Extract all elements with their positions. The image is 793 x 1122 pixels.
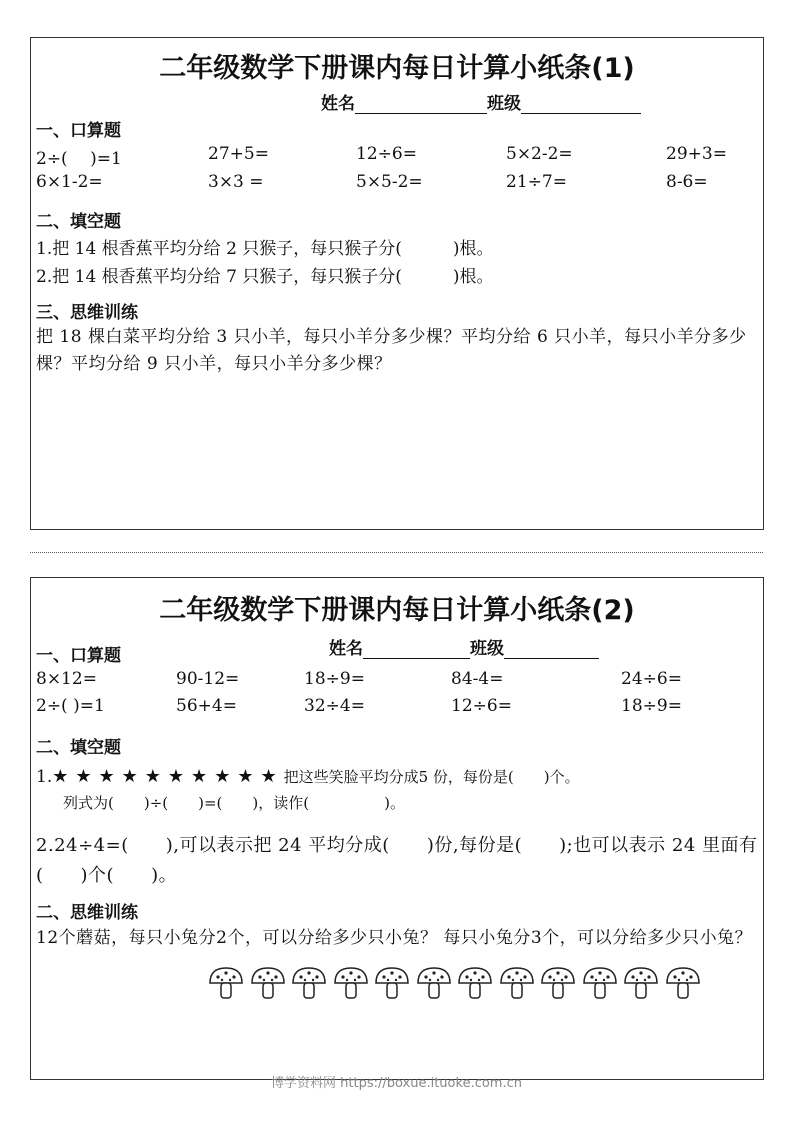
mushroom-icon bbox=[540, 965, 576, 1001]
calc-item: 21÷7= bbox=[506, 172, 567, 192]
calc-item: 6×1-2= bbox=[36, 172, 103, 192]
name-class-line bbox=[329, 634, 599, 659]
calc-item: 27+5= bbox=[208, 144, 269, 164]
watermark: 博学资料网 https://boxue.ituoke.com.cn bbox=[271, 1076, 522, 1091]
thinking-question: 12个蘑菇，每只小兔分2个，可以分给多少只小兔？ 每只小兔分3个，可以分给多少只小兔？ bbox=[36, 928, 753, 948]
class-field[interactable] bbox=[504, 640, 599, 659]
name-field[interactable] bbox=[355, 95, 487, 114]
calc-item: 8×12= bbox=[36, 669, 97, 689]
star-icons: ★★★★★★★★★★ bbox=[52, 766, 284, 787]
calc-item: 56+4= bbox=[176, 696, 237, 716]
calc-item: 24÷6= bbox=[621, 669, 682, 689]
mushroom-icon bbox=[582, 965, 618, 1001]
mushroom-icon bbox=[374, 965, 410, 1001]
class-label: 班级 bbox=[470, 639, 504, 659]
class-label: 班级 bbox=[487, 94, 521, 114]
section-heading: 二、填空题 bbox=[36, 738, 121, 758]
mushroom-icon bbox=[665, 965, 701, 1001]
calc-item: 2÷( )=1 bbox=[36, 149, 122, 169]
calc-item: 5×2-2= bbox=[506, 144, 573, 164]
calc-item: 18÷9= bbox=[621, 696, 682, 716]
calc-item: 12÷6= bbox=[356, 144, 417, 164]
section-heading: 二、思维训练 bbox=[36, 903, 138, 923]
thinking-question: 把 18 棵白菜平均分给 3 只小羊，每只小羊分多少棵？平均分给 6 只小羊，每只小羊分多少棵？平均分给 9 只小羊，每只小羊分多少棵？ bbox=[36, 327, 747, 374]
calc-item: 2÷( )=1 bbox=[36, 696, 105, 716]
calc-item: 18÷9= bbox=[304, 669, 365, 689]
name-class-line bbox=[321, 89, 641, 114]
fill-item bbox=[36, 766, 580, 787]
section-heading: 二、填空题 bbox=[36, 212, 121, 232]
fill-item: 1.把 14 根香蕉平均分给 2 只猴子，每只猴子分( )根。 bbox=[36, 239, 494, 259]
calc-item: 90-12= bbox=[176, 669, 240, 689]
mushroom-icon bbox=[623, 965, 659, 1001]
calc-item: 8-6= bbox=[666, 172, 708, 192]
strip-1 bbox=[30, 37, 764, 530]
mushroom-row bbox=[208, 965, 701, 1001]
mushroom-icon bbox=[291, 965, 327, 1001]
fill-item: 2.把 14 根香蕉平均分给 7 只猴子，每只猴子分( )根。 bbox=[36, 267, 494, 287]
mushroom-icon bbox=[416, 965, 452, 1001]
mushroom-icon bbox=[250, 965, 286, 1001]
mushroom-icon bbox=[499, 965, 535, 1001]
mushroom-icon bbox=[333, 965, 369, 1001]
calc-item: 5×5-2= bbox=[356, 172, 423, 192]
cut-line bbox=[30, 552, 763, 553]
calc-item: 84-4= bbox=[451, 669, 504, 689]
calc-item: 32÷4= bbox=[304, 696, 365, 716]
mushroom-icon bbox=[457, 965, 493, 1001]
fill-item-line2: 列式为( )÷( )=( )，读作( )。 bbox=[63, 794, 405, 812]
section-heading: 三、思维训练 bbox=[36, 303, 138, 323]
item-number: 1. bbox=[36, 767, 53, 787]
section-heading: 一、口算题 bbox=[36, 646, 121, 666]
fill-text: 把这些笑脸平均分成5 份，每份是( )个。 bbox=[283, 768, 580, 786]
class-field[interactable] bbox=[521, 95, 641, 114]
calc-item: 12÷6= bbox=[451, 696, 512, 716]
fill-item: 2.24÷4=( ),可以表示把 24 平均分成( )份,每份是( );也可以表示 24 里面有( )个( )。 bbox=[36, 835, 758, 886]
calc-item: 3×3 = bbox=[208, 172, 264, 192]
section-heading: 一、口算题 bbox=[36, 121, 121, 141]
calc-item: 29+3= bbox=[666, 144, 727, 164]
name-label: 姓名 bbox=[329, 639, 363, 659]
name-field[interactable] bbox=[363, 640, 470, 659]
strip-2-title: 二年级数学下册课内每日计算小纸条(2) bbox=[159, 595, 635, 626]
mushroom-icon bbox=[208, 965, 244, 1001]
strip-1-title: 二年级数学下册课内每日计算小纸条(1) bbox=[159, 53, 635, 84]
strip-2 bbox=[30, 577, 764, 1080]
name-label: 姓名 bbox=[321, 94, 355, 114]
